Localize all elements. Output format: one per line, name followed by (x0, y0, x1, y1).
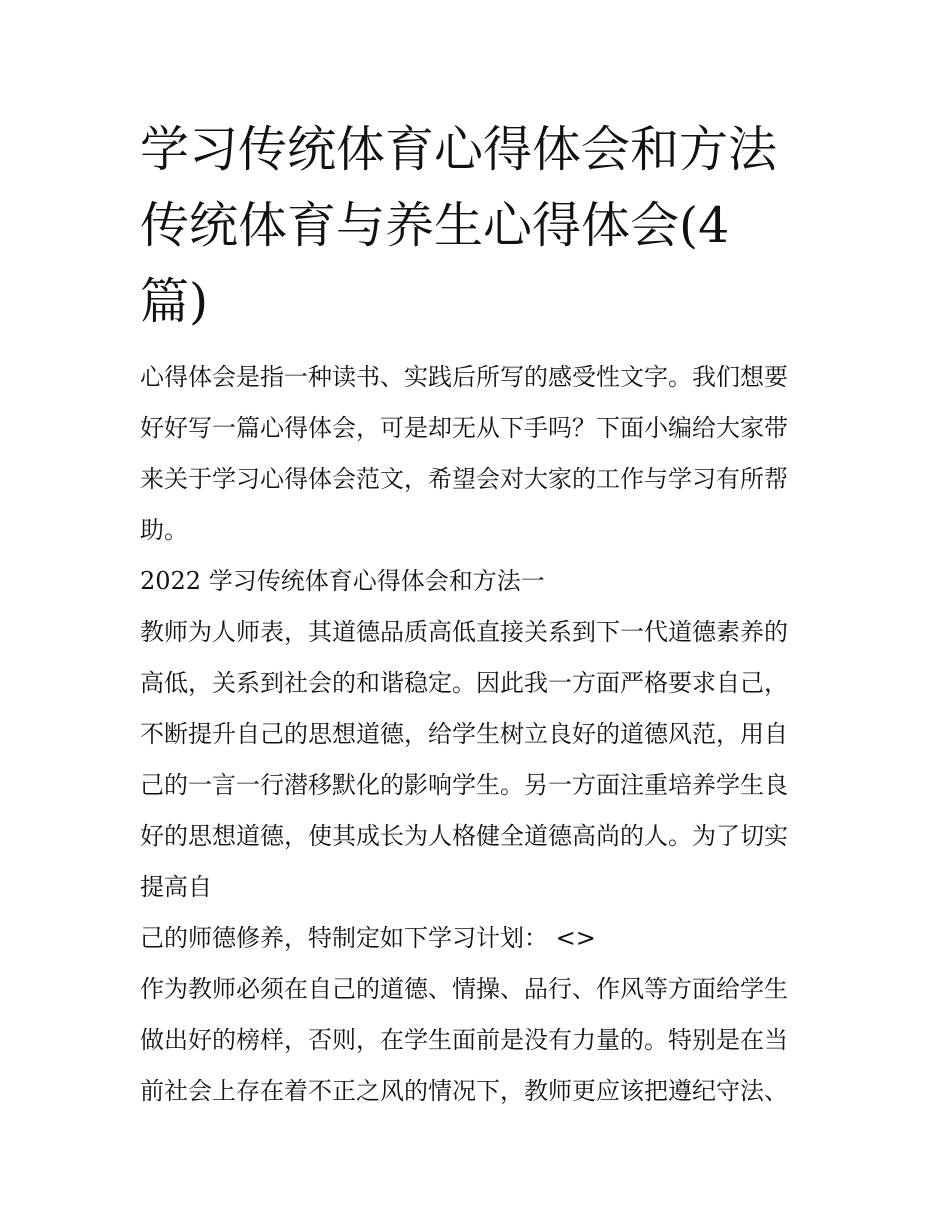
body-line-5: 好的思想道德，使其成长为人格健全道德高尚的人。为了切实 (140, 822, 788, 850)
body-line-4: 己的一言一行潜移默化的影响学生。另一方面注重培养学生良 (140, 771, 788, 799)
title-line-2: 传统体育与养生心得体会(4 (140, 197, 730, 254)
body-line-9: 做出好的榜样，否则，在学生面前是没有力量的。特别是在当 (140, 1026, 788, 1054)
body-line-3: 不断提升自己的思想道德，给学生树立良好的道德风范，用自 (140, 720, 788, 748)
document-body (140, 352, 820, 1117)
title-line-1: 学习传统体育心得体会和方法 (140, 121, 778, 178)
body-line-10: 前社会上存在着不正之风的情况下，教师更应该把遵纪守法、 (140, 1077, 788, 1105)
body-line-6: 提高自 (140, 873, 212, 901)
body-line-7: 己的师德修养，特制定如下学习计划： <> (140, 924, 596, 952)
intro-line-2: 好好写一篇心得体会，可是却无从下手吗？下面小编给大家带 (140, 414, 788, 442)
title-line-3: 篇) (140, 273, 209, 330)
intro-line-4: 助。 (140, 516, 188, 544)
document-title (140, 112, 820, 340)
intro-line-1: 心得体会是指一种读书、实践后所写的感受性文字。我们想要 (140, 363, 788, 391)
body-line-2: 高低，关系到社会的和谐稳定。因此我一方面严格要求自己， (140, 669, 788, 697)
body-line-8: 作为教师必须在自己的道德、情操、品行、作风等方面给学生 (140, 975, 788, 1003)
body-line-1: 教师为人师表，其道德品质高低直接关系到下一代道德素养的 (140, 618, 788, 646)
intro-line-3: 来关于学习心得体会范文，希望会对大家的工作与学习有所帮 (140, 465, 788, 493)
section-heading: 2022 学习传统体育心得体会和方法一 (140, 567, 545, 595)
